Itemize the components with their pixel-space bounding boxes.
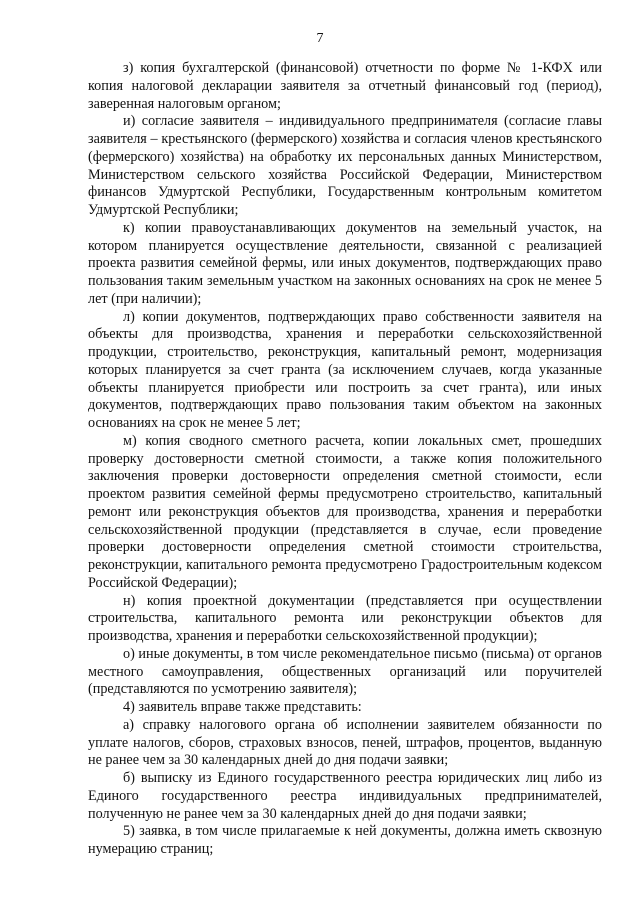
paragraph-n-project-documentation: н) копия проектной документации (представляется при осуществлении строительства, капитального ремонта или реконструкции объектов для производства, хранения и переработки сельскохозяйственной продукции); bbox=[88, 592, 602, 644]
paragraph-i-consent: и) согласие заявителя – индивидуального предпринимателя (согласие главы заявителя – крестьянского (фермерского) хозяйства и согласия членов крестьянского (фермерского) хозяйства) на обработку их персональных данных Министерством, Министерством сельского хозяйства Российской Федерации, Министерством финансов Удмуртской Республики, Государственным контрольным комитетом Удмуртской Республики; bbox=[88, 113, 602, 218]
paragraph-o-other-documents: о) иные документы, в том числе рекомендательное письмо (письма) от органов местного самоуправления, общественных организаций или поручителей (представляются по усмотрению заявителя); bbox=[88, 645, 602, 698]
paragraph-b-registry-extract: б) выписку из Единого государственного реестра юридических лиц либо из Единого государственного реестра индивидуальных предпринимателей, полученную не ранее чем за 30 календарных дней до дня подачи заявки; bbox=[88, 770, 602, 822]
paragraph-z-financial-report: з) копия бухгалтерской (финансовой) отчетности по форме № 1-КФХ или копия налоговой декларации заявителя за отчетный финансовый год (период), заверенная налоговым органом; bbox=[88, 60, 602, 112]
paragraph-5-page-numbering: 5) заявка, в том числе прилагаемые к ней документы, должна иметь сквозную нумерацию страниц; bbox=[88, 823, 602, 857]
page-number: 7 bbox=[316, 31, 324, 46]
paragraph-m-estimate-documents: м) копия сводного сметного расчета, копии локальных смет, прошедших проверку достоверности сметной стоимости, а также копия положительного заключения проверки достоверности определения сметной стоимости, если проектом развития семейной фермы предусмотрено строительство, капитальный ремонт или реконструкция объектов для производства, хранения и переработки сельскохозяйственной продукции (представляется в случае, если проведение проверки достоверности определения сметной стоимости строительства, реконструкции, капитального ремонта предусмотрено Градостроительным кодексом Российской Федерации); bbox=[88, 432, 602, 591]
paragraph-l-ownership-documents: л) копии документов, подтверждающих право собственности заявителя на объекты для производства, хранения и переработки сельскохозяйственной продукции, строительство, реконструкция, капитальный ремонт, модернизация которых планируется за счет гранта (за исключением случаев, когда указанные объекты планируется приобрести или построить за счет гранта), или иных документов, подтверждающих право пользования таким объектом на законных основаниях на срок не менее 5 лет; bbox=[88, 308, 602, 431]
document-body bbox=[88, 60, 602, 859]
paragraph-a-tax-certificate: а) справку налогового органа об исполнении заявителем обязанности по уплате налогов, сборов, страховых взносов, пеней, штрафов, процентов, выданную не ранее чем за 30 календарных дней до дня подачи заявки; bbox=[88, 716, 602, 769]
paragraph-4-optional-documents: 4) заявитель вправе также представить: bbox=[123, 699, 362, 715]
paragraph-k-land-documents: к) копии правоустанавливающих документов на земельный участок, на котором планируется осуществление деятельности, связанной с реализацией проекта развития семейной фермы, или иных документов, подтверждающих право пользования таким земельным участком на законных основаниях на срок не менее 5 лет (при наличии); bbox=[88, 219, 602, 307]
